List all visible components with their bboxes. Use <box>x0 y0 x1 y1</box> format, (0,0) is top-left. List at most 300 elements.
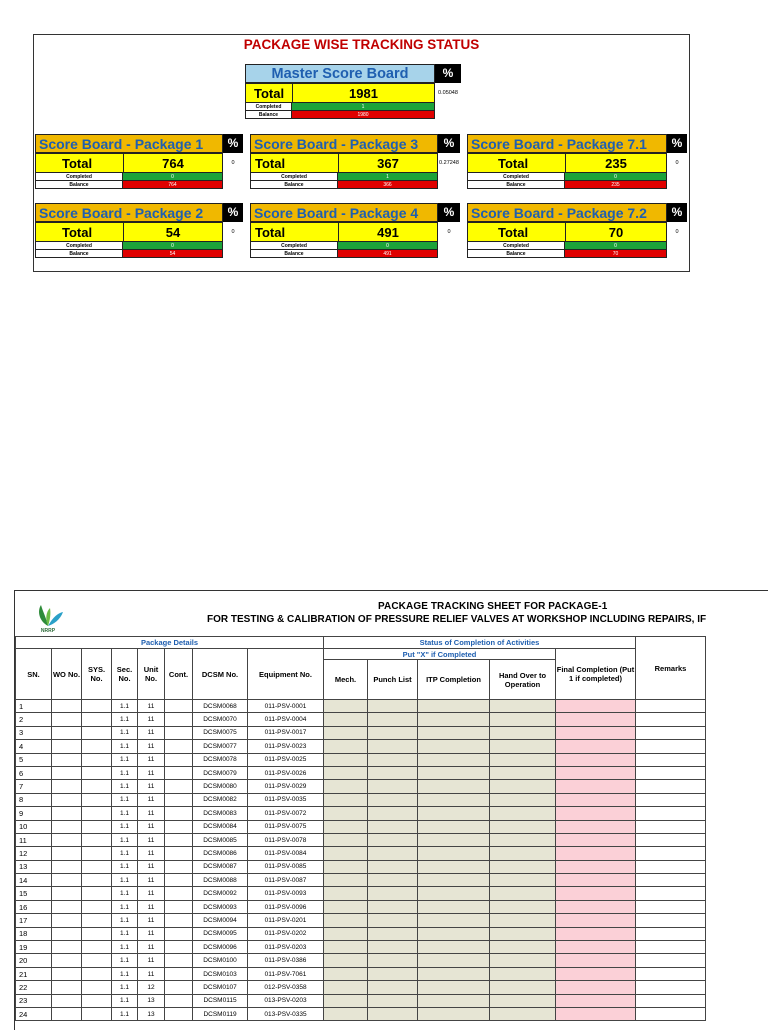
cell-itp[interactable] <box>418 914 490 927</box>
board-pct-value: 0.27248 <box>438 153 460 173</box>
cell-final[interactable] <box>556 994 636 1007</box>
cell-sec: 1.1 <box>112 941 138 954</box>
cell-dcsm: DCSM0093 <box>193 900 248 913</box>
table-row <box>16 981 706 994</box>
cell-cont <box>165 927 193 940</box>
cell-punch[interactable] <box>368 860 418 873</box>
cell-final[interactable] <box>556 914 636 927</box>
cell-remarks[interactable] <box>636 766 706 779</box>
cell-mech[interactable] <box>324 807 368 820</box>
cell-mech[interactable] <box>324 833 368 846</box>
cell-final[interactable] <box>556 887 636 900</box>
cell-sn: 3 <box>16 726 52 739</box>
cell-cont <box>165 1007 193 1020</box>
cell-mech[interactable] <box>324 860 368 873</box>
cell-mech[interactable] <box>324 994 368 1007</box>
cell-handover[interactable] <box>490 914 556 927</box>
board-pct-value: 0 <box>223 222 243 242</box>
board-completed-label: Completed <box>250 173 338 181</box>
cell-equipment: 011-PSV-0017 <box>248 726 324 739</box>
cell-itp[interactable] <box>418 927 490 940</box>
cell-final[interactable] <box>556 833 636 846</box>
cell-sec: 1.1 <box>112 740 138 753</box>
cell-remarks[interactable] <box>636 780 706 793</box>
board-head: Score Board - Package 7.1 <box>467 134 667 153</box>
cell-final[interactable] <box>556 807 636 820</box>
cell-wo <box>52 820 82 833</box>
cell-wo <box>52 766 82 779</box>
cell-mech[interactable] <box>324 900 368 913</box>
cell-punch[interactable] <box>368 900 418 913</box>
cell-punch[interactable] <box>368 713 418 726</box>
table-row <box>16 807 706 820</box>
cell-handover[interactable] <box>490 941 556 954</box>
cell-remarks[interactable] <box>636 847 706 860</box>
cell-itp[interactable] <box>418 967 490 980</box>
score-board-package-4 <box>250 203 462 257</box>
cell-itp[interactable] <box>418 994 490 1007</box>
cell-punch[interactable] <box>368 914 418 927</box>
cell-punch[interactable] <box>368 700 418 713</box>
cell-handover[interactable] <box>490 967 556 980</box>
cell-equipment: 011-PSV-0084 <box>248 847 324 860</box>
cell-remarks[interactable] <box>636 941 706 954</box>
cell-mech[interactable] <box>324 927 368 940</box>
cell-final[interactable] <box>556 967 636 980</box>
master-completed-label: Completed <box>245 103 292 111</box>
board-completed-label: Completed <box>467 173 565 181</box>
cell-remarks[interactable] <box>636 700 706 713</box>
status-title: PACKAGE WISE TRACKING STATUS <box>243 37 480 52</box>
cell-remarks[interactable] <box>636 887 706 900</box>
cell-itp[interactable] <box>418 726 490 739</box>
board-total-value: 54 <box>123 222 223 242</box>
cell-punch[interactable] <box>368 847 418 860</box>
board-total-value: 367 <box>338 153 438 173</box>
col-equipment: Equipment No. <box>248 649 324 700</box>
cell-mech[interactable] <box>324 1007 368 1020</box>
cell-handover[interactable] <box>490 700 556 713</box>
cell-wo <box>52 726 82 739</box>
table-row <box>16 914 706 927</box>
cell-dcsm: DCSM0107 <box>193 981 248 994</box>
cell-sn: 8 <box>16 793 52 806</box>
cell-itp[interactable] <box>418 860 490 873</box>
cell-sys <box>82 914 112 927</box>
cell-sec: 1.1 <box>112 713 138 726</box>
cell-punch[interactable] <box>368 820 418 833</box>
cell-final[interactable] <box>556 874 636 887</box>
board-balance-value: 54 <box>123 250 223 258</box>
cell-equipment: 012-PSV-0358 <box>248 981 324 994</box>
cell-remarks[interactable] <box>636 807 706 820</box>
table-row <box>16 766 706 779</box>
cell-handover[interactable] <box>490 833 556 846</box>
score-board-package-3 <box>250 134 462 188</box>
board-completed-value: 0 <box>565 242 667 250</box>
cell-final[interactable] <box>556 820 636 833</box>
cell-sys <box>82 981 112 994</box>
cell-sn: 1 <box>16 700 52 713</box>
cell-wo <box>52 914 82 927</box>
board-balance-value: 764 <box>123 181 223 189</box>
cell-mech[interactable] <box>324 914 368 927</box>
cell-dcsm: DCSM0080 <box>193 780 248 793</box>
board-balance-label: Balance <box>35 181 123 189</box>
cell-final[interactable] <box>556 927 636 940</box>
cell-handover[interactable] <box>490 726 556 739</box>
col-itp: ITP Completion <box>418 660 490 700</box>
cell-itp[interactable] <box>418 1007 490 1020</box>
cell-remarks[interactable] <box>636 914 706 927</box>
cell-remarks[interactable] <box>636 820 706 833</box>
cell-remarks[interactable] <box>636 860 706 873</box>
cell-unit: 11 <box>138 780 165 793</box>
board-total-label: Total <box>250 153 338 173</box>
cell-punch[interactable] <box>368 780 418 793</box>
cell-equipment: 011-PSV-0087 <box>248 874 324 887</box>
cell-remarks[interactable] <box>636 793 706 806</box>
cell-sys <box>82 860 112 873</box>
board-head: Score Board - Package 7.2 <box>467 203 667 222</box>
cell-sec: 1.1 <box>112 780 138 793</box>
cell-dcsm: DCSM0119 <box>193 1007 248 1020</box>
cell-mech[interactable] <box>324 700 368 713</box>
cell-itp[interactable] <box>418 874 490 887</box>
cell-wo <box>52 700 82 713</box>
cell-itp[interactable] <box>418 700 490 713</box>
cell-punch[interactable] <box>368 807 418 820</box>
cell-handover[interactable] <box>490 874 556 887</box>
board-balance-value: 235 <box>565 181 667 189</box>
cell-handover[interactable] <box>490 793 556 806</box>
cell-remarks[interactable] <box>636 753 706 766</box>
board-balance-value: 366 <box>338 181 438 189</box>
cell-final[interactable] <box>556 847 636 860</box>
cell-sn: 5 <box>16 753 52 766</box>
status-panel <box>33 34 690 272</box>
cell-itp[interactable] <box>418 780 490 793</box>
cell-dcsm: DCSM0083 <box>193 807 248 820</box>
cell-itp[interactable] <box>418 847 490 860</box>
cell-cont <box>165 820 193 833</box>
cell-equipment: 011-PSV-0203 <box>248 941 324 954</box>
cell-equipment: 011-PSV-0025 <box>248 753 324 766</box>
cell-dcsm: DCSM0095 <box>193 927 248 940</box>
col-final: Final Completion (Put 1 if completed) <box>556 649 636 700</box>
cell-punch[interactable] <box>368 793 418 806</box>
cell-itp[interactable] <box>418 833 490 846</box>
cell-wo <box>52 887 82 900</box>
cell-handover[interactable] <box>490 1007 556 1020</box>
cell-sys <box>82 994 112 1007</box>
cell-punch[interactable] <box>368 954 418 967</box>
cell-handover[interactable] <box>490 753 556 766</box>
board-pct-label: % <box>438 203 460 222</box>
cell-final[interactable] <box>556 793 636 806</box>
cell-equipment: 011-PSV-0078 <box>248 833 324 846</box>
cell-handover[interactable] <box>490 927 556 940</box>
cell-punch[interactable] <box>368 726 418 739</box>
cell-remarks[interactable] <box>636 874 706 887</box>
cell-sn: 16 <box>16 900 52 913</box>
cell-punch[interactable] <box>368 740 418 753</box>
cell-handover[interactable] <box>490 847 556 860</box>
cell-mech[interactable] <box>324 726 368 739</box>
cell-equipment: 011-PSV-0386 <box>248 954 324 967</box>
cell-punch[interactable] <box>368 927 418 940</box>
cell-sys <box>82 833 112 846</box>
board-total-value: 764 <box>123 153 223 173</box>
cell-cont <box>165 981 193 994</box>
cell-final[interactable] <box>556 740 636 753</box>
score-board-package-7-2 <box>467 203 689 257</box>
cell-mech[interactable] <box>324 780 368 793</box>
cell-sn: 23 <box>16 994 52 1007</box>
cell-handover[interactable] <box>490 900 556 913</box>
board-total-label: Total <box>467 153 565 173</box>
cell-final[interactable] <box>556 726 636 739</box>
cell-sn: 4 <box>16 740 52 753</box>
logo-text: NRRP <box>40 628 56 633</box>
cell-mech[interactable] <box>324 981 368 994</box>
cell-mech[interactable] <box>324 967 368 980</box>
cell-sn: 6 <box>16 766 52 779</box>
cell-mech[interactable] <box>324 820 368 833</box>
col-cont: Cont. <box>165 649 193 700</box>
cell-wo <box>52 994 82 1007</box>
cell-handover[interactable] <box>490 807 556 820</box>
sheet-subtitle: FOR TESTING & CALIBRATION OF PRESSURE RELIEF VALVES AT WORKSHOP INCLUDING REPAIRS, IF <box>207 614 707 625</box>
cell-sec: 1.1 <box>112 874 138 887</box>
cell-mech[interactable] <box>324 740 368 753</box>
cell-sn: 13 <box>16 860 52 873</box>
cell-sec: 1.1 <box>112 766 138 779</box>
cell-remarks[interactable] <box>636 726 706 739</box>
board-total-value: 235 <box>565 153 667 173</box>
cell-final[interactable] <box>556 766 636 779</box>
master-pct-label: % <box>435 64 461 83</box>
cell-final[interactable] <box>556 981 636 994</box>
cell-mech[interactable] <box>324 941 368 954</box>
cell-itp[interactable] <box>418 753 490 766</box>
board-completed-value: 0 <box>123 242 223 250</box>
cell-punch[interactable] <box>368 941 418 954</box>
cell-sec: 1.1 <box>112 981 138 994</box>
cell-final[interactable] <box>556 954 636 967</box>
cell-unit: 11 <box>138 967 165 980</box>
board-total-label: Total <box>35 222 123 242</box>
board-pct-label: % <box>223 134 243 153</box>
cell-cont <box>165 967 193 980</box>
cell-sec: 1.1 <box>112 994 138 1007</box>
cell-itp[interactable] <box>418 766 490 779</box>
cell-final[interactable] <box>556 753 636 766</box>
cell-itp[interactable] <box>418 713 490 726</box>
board-total-label: Total <box>467 222 565 242</box>
cell-punch[interactable] <box>368 981 418 994</box>
cell-mech[interactable] <box>324 753 368 766</box>
cell-mech[interactable] <box>324 847 368 860</box>
cell-remarks[interactable] <box>636 900 706 913</box>
cell-handover[interactable] <box>490 994 556 1007</box>
col-dcsm: DCSM No. <box>193 649 248 700</box>
cell-final[interactable] <box>556 860 636 873</box>
table-row <box>16 954 706 967</box>
cell-mech[interactable] <box>324 766 368 779</box>
table-row <box>16 994 706 1007</box>
cell-remarks[interactable] <box>636 833 706 846</box>
cell-mech[interactable] <box>324 887 368 900</box>
cell-equipment: 011-PSV-0085 <box>248 860 324 873</box>
cell-sec: 1.1 <box>112 833 138 846</box>
cell-punch[interactable] <box>368 753 418 766</box>
group-package-details: Package Details <box>16 637 324 649</box>
cell-equipment: 011-PSV-0201 <box>248 914 324 927</box>
master-balance-label: Balance <box>245 111 292 119</box>
cell-wo <box>52 981 82 994</box>
cell-punch[interactable] <box>368 766 418 779</box>
group-status: Status of Completion of Activities <box>324 637 636 649</box>
cell-final[interactable] <box>556 1007 636 1020</box>
cell-unit: 13 <box>138 1007 165 1020</box>
cell-final[interactable] <box>556 780 636 793</box>
cell-handover[interactable] <box>490 780 556 793</box>
cell-sec: 1.1 <box>112 860 138 873</box>
cell-sys <box>82 967 112 980</box>
cell-unit: 11 <box>138 820 165 833</box>
table-row <box>16 967 706 980</box>
board-total-label: Total <box>35 153 123 173</box>
table-row <box>16 793 706 806</box>
table-row <box>16 941 706 954</box>
cell-sec: 1.1 <box>112 1007 138 1020</box>
cell-wo <box>52 807 82 820</box>
cell-handover[interactable] <box>490 887 556 900</box>
cell-dcsm: DCSM0087 <box>193 860 248 873</box>
cell-unit: 11 <box>138 740 165 753</box>
cell-sec: 1.1 <box>112 954 138 967</box>
cell-final[interactable] <box>556 700 636 713</box>
cell-punch[interactable] <box>368 967 418 980</box>
cell-wo <box>52 1007 82 1020</box>
cell-itp[interactable] <box>418 954 490 967</box>
cell-itp[interactable] <box>418 820 490 833</box>
cell-dcsm: DCSM0103 <box>193 967 248 980</box>
cell-final[interactable] <box>556 713 636 726</box>
cell-itp[interactable] <box>418 887 490 900</box>
cell-sn: 11 <box>16 833 52 846</box>
board-head: Score Board - Package 3 <box>250 134 438 153</box>
cell-sec: 1.1 <box>112 887 138 900</box>
cell-mech[interactable] <box>324 874 368 887</box>
cell-wo <box>52 967 82 980</box>
cell-punch[interactable] <box>368 1007 418 1020</box>
cell-dcsm: DCSM0096 <box>193 941 248 954</box>
cell-itp[interactable] <box>418 941 490 954</box>
cell-cont <box>165 700 193 713</box>
cell-sn: 21 <box>16 967 52 980</box>
tracking-table <box>15 636 706 1021</box>
cell-sn: 15 <box>16 887 52 900</box>
cell-wo <box>52 793 82 806</box>
cell-itp[interactable] <box>418 807 490 820</box>
cell-sys <box>82 941 112 954</box>
cell-remarks[interactable] <box>636 967 706 980</box>
cell-final[interactable] <box>556 900 636 913</box>
cell-itp[interactable] <box>418 900 490 913</box>
cell-wo <box>52 713 82 726</box>
cell-handover[interactable] <box>490 740 556 753</box>
cell-handover[interactable] <box>490 766 556 779</box>
board-total-value: 70 <box>565 222 667 242</box>
cell-remarks[interactable] <box>636 994 706 1007</box>
table-row <box>16 874 706 887</box>
cell-handover[interactable] <box>490 981 556 994</box>
cell-unit: 11 <box>138 860 165 873</box>
cell-handover[interactable] <box>490 954 556 967</box>
cell-mech[interactable] <box>324 793 368 806</box>
cell-sys <box>82 700 112 713</box>
cell-handover[interactable] <box>490 820 556 833</box>
cell-sn: 10 <box>16 820 52 833</box>
table-row <box>16 1007 706 1020</box>
cell-punch[interactable] <box>368 833 418 846</box>
cell-dcsm: DCSM0084 <box>193 820 248 833</box>
cell-sys <box>82 766 112 779</box>
cell-handover[interactable] <box>490 860 556 873</box>
cell-sys <box>82 1007 112 1020</box>
cell-dcsm: DCSM0115 <box>193 994 248 1007</box>
board-balance-label: Balance <box>250 250 338 258</box>
cell-punch[interactable] <box>368 874 418 887</box>
board-completed-value: 0 <box>565 173 667 181</box>
cell-dcsm: DCSM0068 <box>193 700 248 713</box>
cell-unit: 11 <box>138 941 165 954</box>
cell-remarks[interactable] <box>636 954 706 967</box>
cell-remarks[interactable] <box>636 1007 706 1020</box>
cell-remarks[interactable] <box>636 713 706 726</box>
cell-cont <box>165 887 193 900</box>
cell-itp[interactable] <box>418 981 490 994</box>
cell-dcsm: DCSM0092 <box>193 887 248 900</box>
cell-sec: 1.1 <box>112 847 138 860</box>
cell-final[interactable] <box>556 941 636 954</box>
cell-remarks[interactable] <box>636 740 706 753</box>
cell-punch[interactable] <box>368 887 418 900</box>
cell-mech[interactable] <box>324 954 368 967</box>
cell-sys <box>82 726 112 739</box>
cell-mech[interactable] <box>324 713 368 726</box>
table-row <box>16 847 706 860</box>
master-completed-value: 1 <box>292 103 435 111</box>
cell-punch[interactable] <box>368 994 418 1007</box>
cell-cont <box>165 807 193 820</box>
board-total-label: Total <box>250 222 338 242</box>
master-balance-value: 1980 <box>292 111 435 119</box>
cell-remarks[interactable] <box>636 927 706 940</box>
cell-equipment: 011-PSV-0072 <box>248 807 324 820</box>
cell-itp[interactable] <box>418 793 490 806</box>
board-balance-label: Balance <box>35 250 123 258</box>
cell-handover[interactable] <box>490 713 556 726</box>
cell-itp[interactable] <box>418 740 490 753</box>
cell-equipment: 011-PSV-0023 <box>248 740 324 753</box>
cell-remarks[interactable] <box>636 981 706 994</box>
board-pct-value: 0 <box>667 153 687 173</box>
col-wo: WO No. <box>52 649 82 700</box>
cell-sys <box>82 793 112 806</box>
